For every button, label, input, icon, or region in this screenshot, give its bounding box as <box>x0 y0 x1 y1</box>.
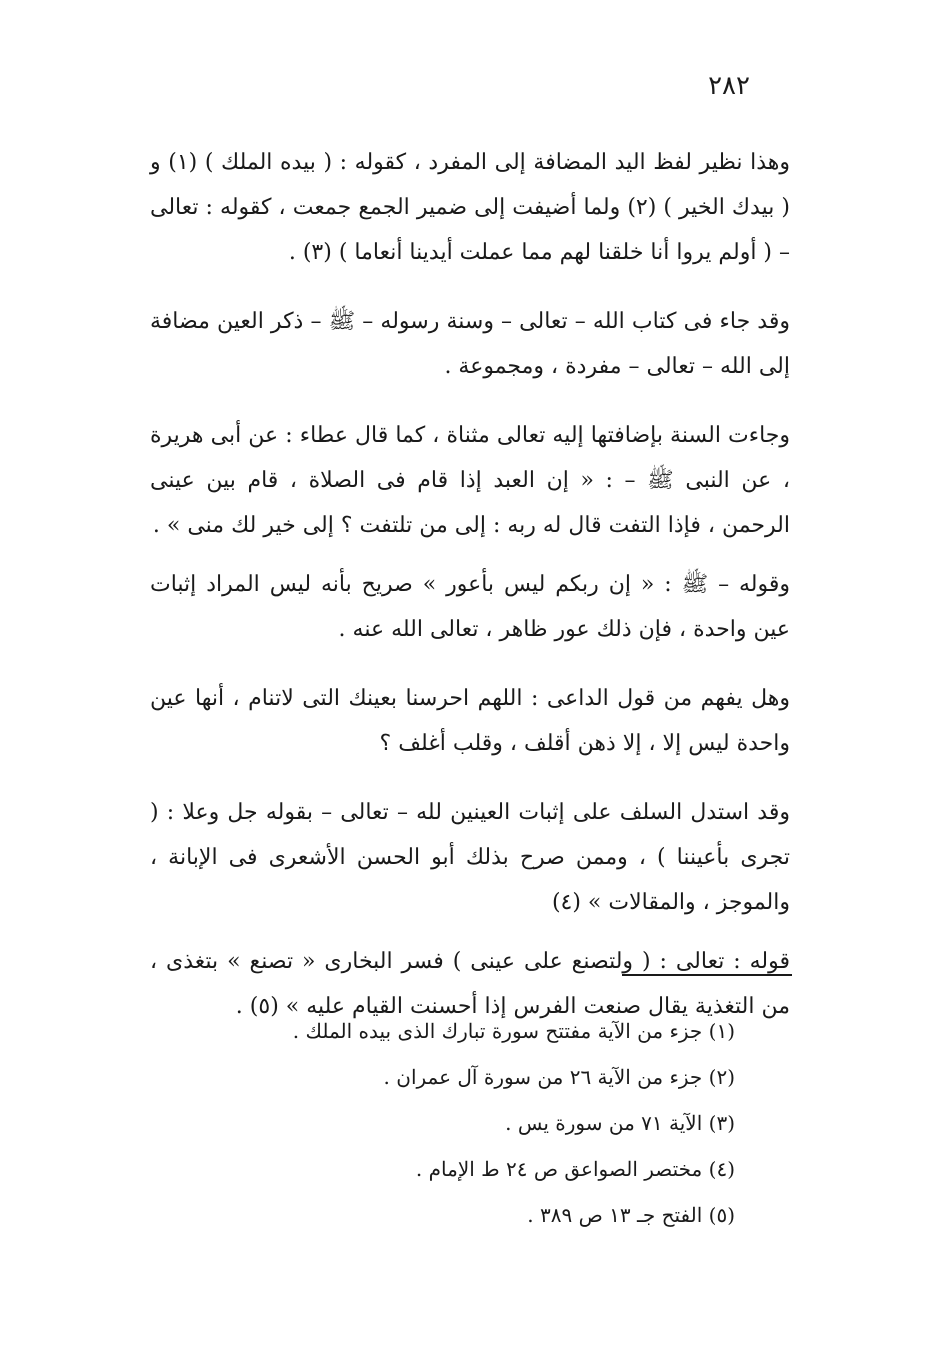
paragraph-7: قوله : تعالى : ( ولتصنع على عينى ) فسر البخارى « تصنع » بتغذى ، من التغذية يقال صنعت الفرس إذا أحسنت القيام عليه » (٥) . <box>150 949 790 1019</box>
footnote-1: (١) جزء من الآية مفتتح سورة تبارك الذى بيده الملك . <box>292 1019 735 1043</box>
paragraph-1: وهذا نظير لفظ اليد المضافة إلى المفرد ، كقوله : ( بيده الملك ) (١) و ( بيدك الخير ) (٢) ولما أضيفت إلى ضمير الجمع جمعت ، كقوله : تعالى – ( أولم يروا أنا خلقنا لهم مما عملت أيدينا أنعاما ) (٣) . <box>150 150 790 265</box>
footnotes <box>175 1008 735 1238</box>
paragraph-2: وقد جاء فى كتاب الله – تعالى – وسنة رسوله – ﷺ – ذكر العين مضافة إلى الله – تعالى – مفردة ، ومجموعة . <box>150 309 790 379</box>
footnote-2: (٢) جزء من الآية ٢٦ من سورة آل عمران . <box>383 1065 735 1089</box>
footnote-5: (٥) الفتح جـ ١٣ ص ٣٨٩ . <box>527 1203 735 1227</box>
page-number: ٢٨٢ <box>708 71 750 101</box>
body-text <box>150 140 790 1053</box>
footnote-3: (٣) الآية ٧١ من سورة يس . <box>505 1111 735 1135</box>
paragraph-3: وجاءت السنة بإضافتها إليه تعالى مثناة ، كما قال عطاء : عن أبى هريرة ، عن النبى ﷺ – : « إن العبد إذا قام فى الصلاة ، قام بين عينى الرحمن ، فإذا التفت قال له ربه : إلى من تلتفت ؟ إلى خير لك منى » . <box>150 423 790 538</box>
footnote-separator <box>622 974 792 976</box>
paragraph-6: وقد استدل السلف على إثبات العينين لله – تعالى – بقوله جل وعلا : ( تجرى بأعيننا ) ، وممن صرح بذلك أبو الحسن الأشعرى فى الإبانة ، والموجز ، والمقالات » (٤) <box>150 800 790 915</box>
paragraph-4: وقوله – ﷺ : « إن ربكم ليس بأعور » صريح بأنه ليس المراد إثبات عين واحدة ، فإن ذلك عور ظاهر ، تعالى الله عنه . <box>150 572 790 642</box>
footnote-4: (٤) مختصر الصواعق ص ٢٤ ط الإمام . <box>415 1157 735 1181</box>
paragraph-5: وهل يفهم من قول الداعى : اللهم احرسنا بعينك التى لاتنام ، أنها عين واحدة ليس إلا ، إلا ذهن أقلف ، وقلب أغلف ؟ <box>150 686 790 756</box>
